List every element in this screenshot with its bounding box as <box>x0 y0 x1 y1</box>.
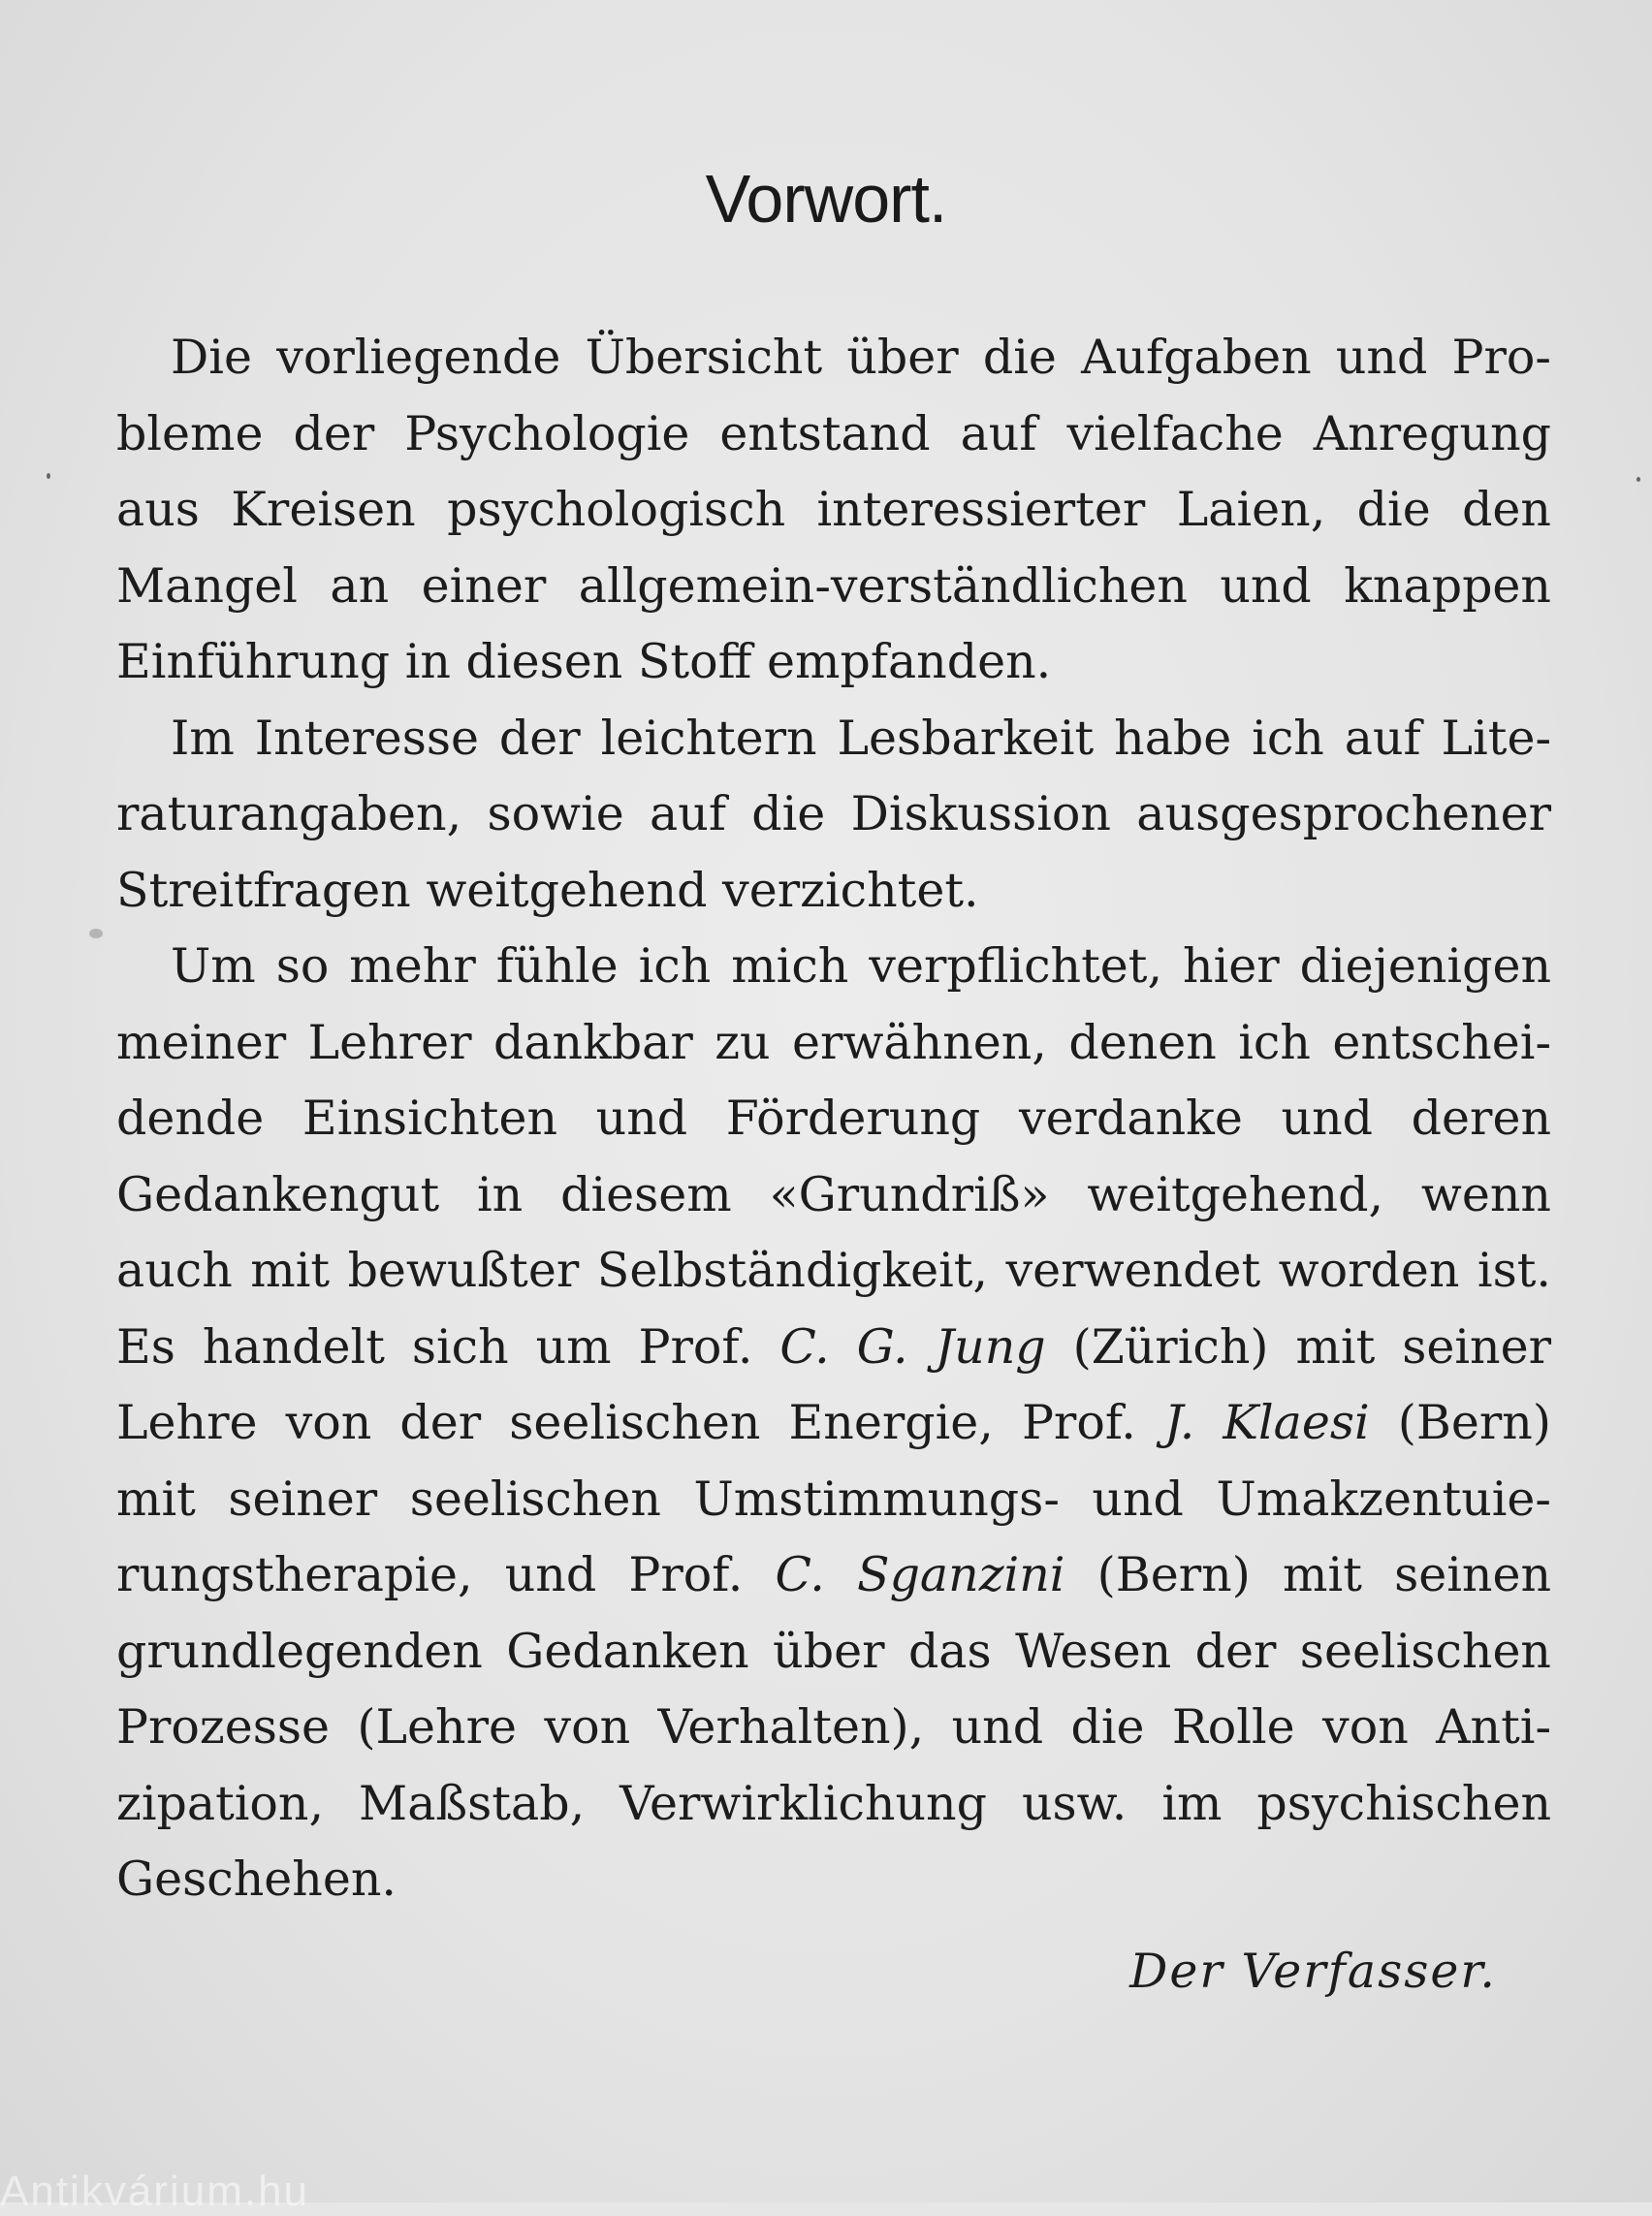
text-line: aus Kreisen psychologisch interessierter Laien, die den <box>116 482 1551 537</box>
text-line: Die vorliegende Übersicht über die Aufgaben und Pro- <box>171 330 1551 385</box>
text-line-klaesi <box>116 1385 1551 1462</box>
text-line: zipation, Maßstab, Verwirklichung usw. im psychischen <box>116 1775 1551 1831</box>
text-segment: Lehre von der seelischen Energie, Prof. <box>116 1395 1136 1450</box>
paragraph-2 <box>116 701 1551 930</box>
text-line: Einführung in diesen Stoff empfanden. <box>116 634 1052 689</box>
paragraph-3 <box>116 929 1551 1918</box>
paper-speck <box>1636 477 1640 482</box>
watermark: Antikvárium.hu <box>0 2168 310 2215</box>
text-segment: Es handelt sich um Prof. <box>116 1318 753 1375</box>
text-segment: (Zürich) mit seiner <box>1072 1318 1551 1375</box>
name-jung: C. G. Jung <box>779 1318 1046 1375</box>
text-line: Gedankengut in diesem «Grundriß» weitgehend, wenn <box>116 1166 1551 1222</box>
text-line: Geschehen. <box>116 1852 397 1907</box>
text-line: mit seiner seelischen Umstimmungs- und Umakzentuie- <box>116 1471 1551 1527</box>
name-sganzini: C. Sganzini <box>775 1547 1065 1602</box>
text-line-sganzini <box>116 1537 1551 1614</box>
text-segment: (Bern) <box>1397 1395 1551 1450</box>
paragraph-1 <box>116 320 1551 701</box>
preface-body <box>116 320 1551 1918</box>
paper-speck <box>89 929 103 938</box>
paper-speck <box>47 473 50 479</box>
text-segment: (Bern) mit seinen <box>1096 1547 1552 1602</box>
text-line-jung <box>116 1310 1551 1386</box>
text-line: dende Einsichten und Förderung verdanke und deren <box>116 1091 1551 1146</box>
author-signature: Der Verfasser. <box>1129 1944 1497 1999</box>
text-segment: rungstherapie, und Prof. <box>116 1547 744 1602</box>
text-line: Im Interesse der leichtern Lesbarkeit habe ich auf Lite- <box>171 710 1551 766</box>
text-line: Prozesse (Lehre von Verhalten), und die Rolle von Anti- <box>116 1699 1551 1755</box>
text-line: Mangel an einer allgemein-verständlichen und knappen <box>116 557 1551 614</box>
text-line: meiner Lehrer dankbar zu erwähnen, denen ich entschei- <box>116 1014 1551 1070</box>
page-title: Vorwort. <box>705 161 947 237</box>
text-line: Streitfragen weitgehend verzichtet. <box>116 862 979 918</box>
text-line: raturangaben, sowie auf die Diskussion ausgesprochener <box>116 786 1551 841</box>
text-line: bleme der Psychologie entstand auf vielfache Anregung <box>116 405 1551 461</box>
text-line: Um so mehr fühle ich mich verpflichtet, hier diejenigen <box>171 938 1551 994</box>
name-klaesi: J. Klaesi <box>1163 1395 1370 1450</box>
text-line: grundlegenden Gedanken über das Wesen der seelischen <box>116 1623 1551 1679</box>
text-line: auch mit bewußter Selbständigkeit, verwendet worden ist. <box>116 1243 1551 1298</box>
